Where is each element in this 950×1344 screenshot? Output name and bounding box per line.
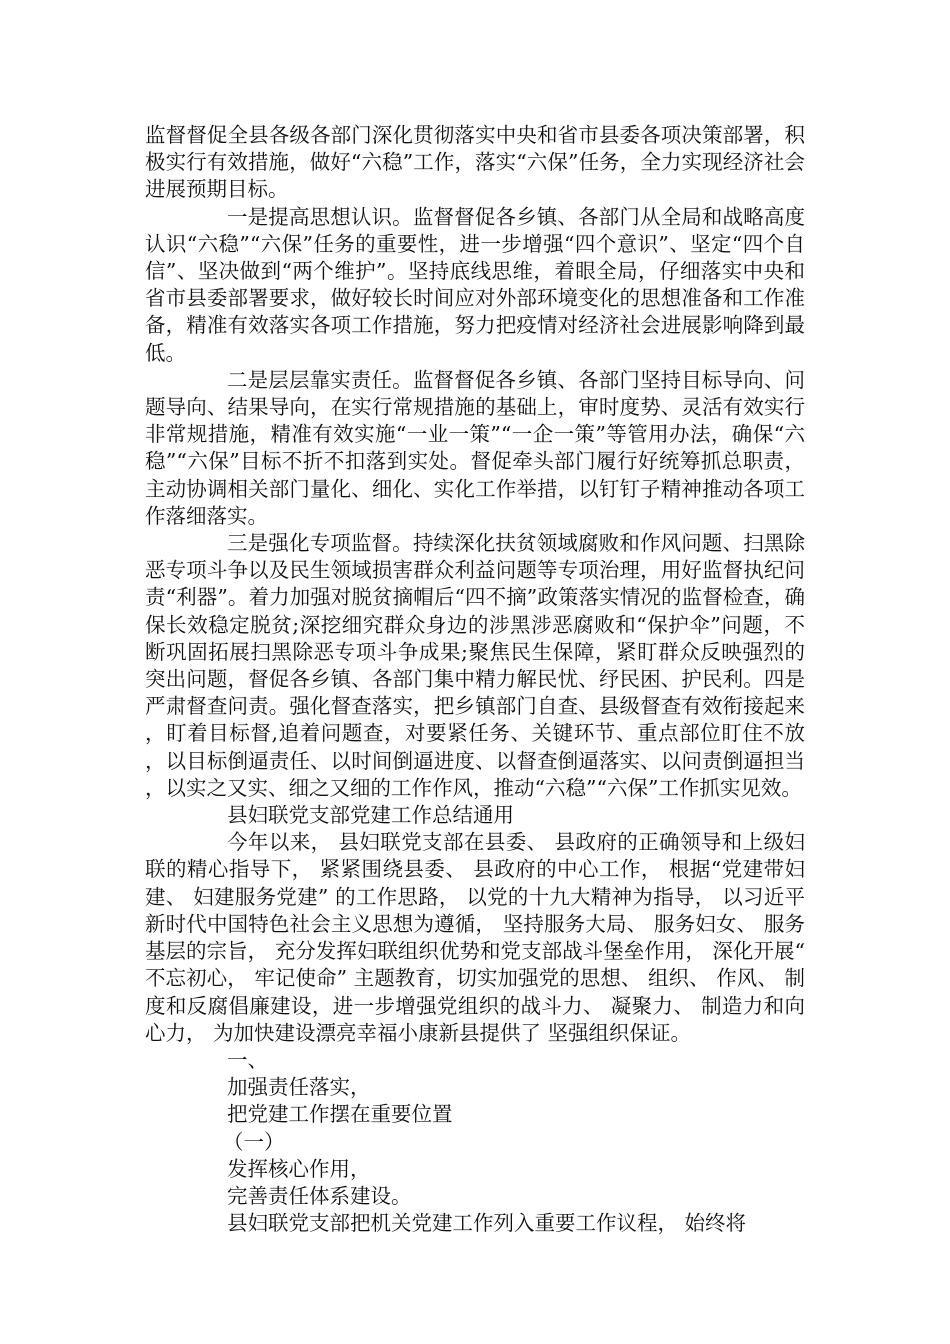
- paragraph-point-three-four: 三是强化专项监督。持续深化扶贫领域腐败和作风问题、扫黑除恶专项斗争以及民生领域损害群众利益问题等专项治理，用好监督执纪问责“利器”。着力加强对脱贫摘帽后“四不摘”政策落实情况的监督检查，确保长效稳定脱贫;深挖细究群众身边的涉黑涉恶腐败和“保护伞”问题，不断巩固拓展扫黑除恶专项斗争成果;聚焦民生保障，紧盯群众反映强烈的突出问题，督促各乡镇、各部门集中精力解民忧、纾民困、护民利。四是严肃督查问责。强化督查落实，把乡镇部门自查、县级督查有效衔接起来，盯着目标督,追着问题查，对要紧任务、关键环节、重点部位盯住不放，以目标倒逼责任、以时间倒逼进度、以督查倒逼落实、以问责倒逼担当，以实之又实、细之又细的工作作风，推动“六稳”“六保”工作抓实见效。: [145, 531, 805, 800]
- paragraph-last-line: 县妇联党支部把机关党建工作列入重要工作议程， 始终将: [227, 1211, 747, 1236]
- section-number-one: 一、: [227, 1047, 268, 1072]
- subsection-heading-part-1: 发挥核心作用，: [227, 1156, 371, 1181]
- paragraph-summary-intro: 今年以来， 县妇联党支部在县委、 县政府的正确领导和上级妇联的精心指导下， 紧紧围绕县委、 县政府的中心工作， 根据“党建带妇建、 妇建服务党建” 的工作思路， 以党的十九大精神为指导， 以习近平新时代中国特色社会主义思想为遵循， 坚持服务大局、 服务妇女、 服务基层的宗旨， 充分发挥妇联组织优势和党支部战斗堡垒作用， 深化开展“不忘初心， 牢记使命” 主题教育，切实加强党的思想、 组织、 作风、 制度和反腐倡廉建设，进一步增强党组织的战斗力、 凝聚力、 制造力和向心力， 为加快建设漂亮幸福小康新县提供了 坚强组织保证。: [145, 830, 805, 1045]
- subsection-number-one: （一）: [223, 1129, 285, 1154]
- section-heading-part-2: 把党建工作摆在重要位置: [227, 1102, 453, 1127]
- section-heading-part-1: 加强责任落实，: [227, 1075, 371, 1100]
- paragraph-intro: 监督督促全县各级各部门深化贯彻落实中央和省市县委各项决策部署，积极实行有效措施，做好“六稳”工作，落实“六保”任务，全力实现经济社会进展预期目标。: [145, 123, 805, 202]
- paragraph-point-two: 二是层层靠实责任。监督督促各乡镇、各部门坚持目标导向、问题导向、结果导向，在实行常规措施的基础上，审时度势、灵活有效实行非常规措施，精准有效实施“一业一策”“一企一策”等管用办法，确保“六稳”“六保”目标不折不扣落到实处。督促牵头部门履行好统筹抓总职责，主动协调相关部门量化、细化、实化工作举措，以钉钉子精神推动各项工作落细落实。: [145, 367, 805, 528]
- subsection-heading-part-2: 完善责任体系建设。: [227, 1183, 412, 1208]
- document-title: 县妇联党支部党建工作总结通用: [227, 803, 514, 828]
- document-page: [145, 122, 805, 1237]
- paragraph-point-one: 一是提高思想认识。监督督促各乡镇、各部门从全局和战略高度认识“六稳”“六保”任务的重要性，进一步增强“四个意识”、坚定“四个自信”、坚决做到“两个维护”。坚持底线思维，着眼全局，仔细落实中央和省市县委部署要求，做好较长时间应对外部环境变化的思想准备和工作准备，精准有效落实各项工作措施，努力把疫情对经济社会进展影响降到最低。: [145, 204, 805, 365]
